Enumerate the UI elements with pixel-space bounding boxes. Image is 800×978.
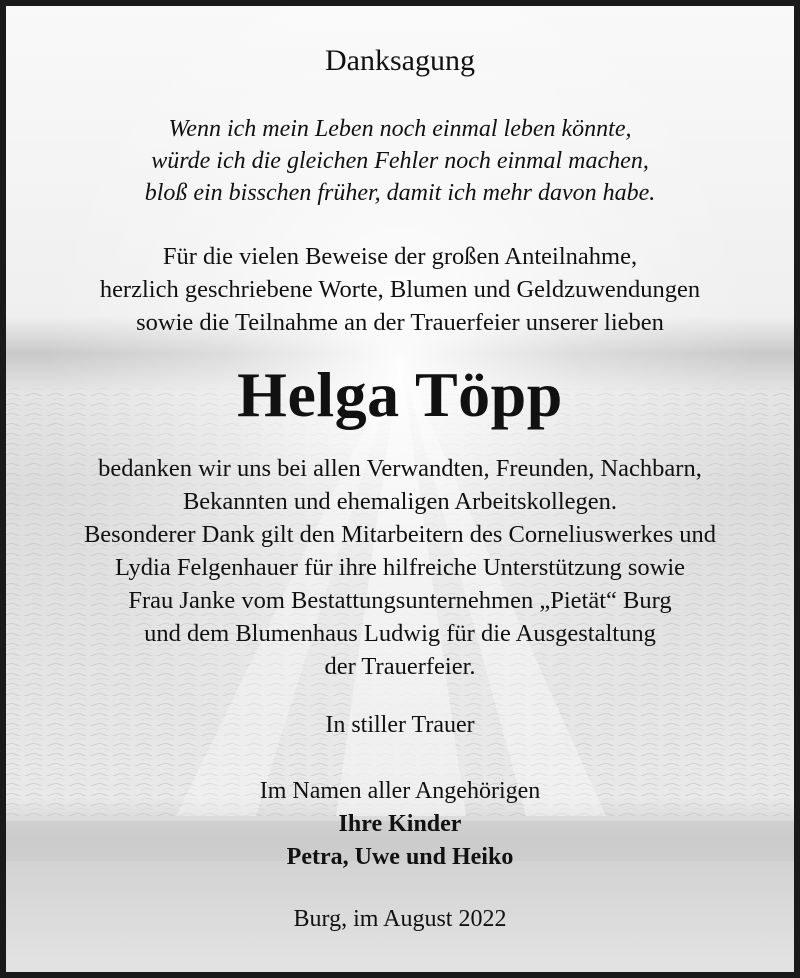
deceased-name: Helga Töpp — [237, 359, 563, 430]
quote-line-3: bloß ein bisschen früher, damit ich mehr davon habe. — [144, 180, 656, 206]
notice-text — [6, 6, 794, 972]
intro-line-3: sowie die Teilnahme an der Trauerfeier unserer lieben — [136, 309, 664, 336]
place-date: Burg, im August 2022 — [293, 906, 507, 932]
notice-title: Danksagung — [325, 44, 475, 77]
thanks-line-3: Besonderer Dank gilt den Mitarbeitern des Corneliuswerkes und — [83, 521, 717, 548]
intro-line-2: herzlich geschriebene Worte, Blumen und Geldzuwendungen — [99, 276, 701, 303]
thanks-line-7: der Trauerfeier. — [324, 653, 476, 680]
on-behalf-text: Im Namen aller Angehörigen — [259, 778, 541, 804]
children-label: Ihre Kinder — [338, 811, 462, 837]
intro-line-1: Für die vielen Beweise der großen Anteilnahme, — [162, 243, 638, 270]
mourning-text: In stiller Trauer — [325, 712, 475, 738]
children-names: Petra, Uwe und Heiko — [286, 844, 514, 870]
thanks-line-5: Frau Janke vom Bestattungsunternehmen „Pietät“ Burg — [128, 587, 672, 614]
thanks-line-1: bedanken wir uns bei allen Verwandten, Freunden, Nachbarn, — [98, 455, 702, 482]
thanks-line-4: Lydia Felgenhauer für ihre hilfreiche Unterstützung sowie — [114, 554, 686, 581]
thanks-line-6: und dem Blumenhaus Ludwig für die Ausgestaltung — [144, 620, 656, 647]
thanks-line-2: Bekannten und ehemaligen Arbeitskollegen. — [182, 488, 618, 515]
quote-line-2: würde ich die gleichen Fehler noch einmal machen, — [151, 148, 649, 174]
quote-line-1: Wenn ich mein Leben noch einmal leben könnte, — [168, 116, 632, 142]
